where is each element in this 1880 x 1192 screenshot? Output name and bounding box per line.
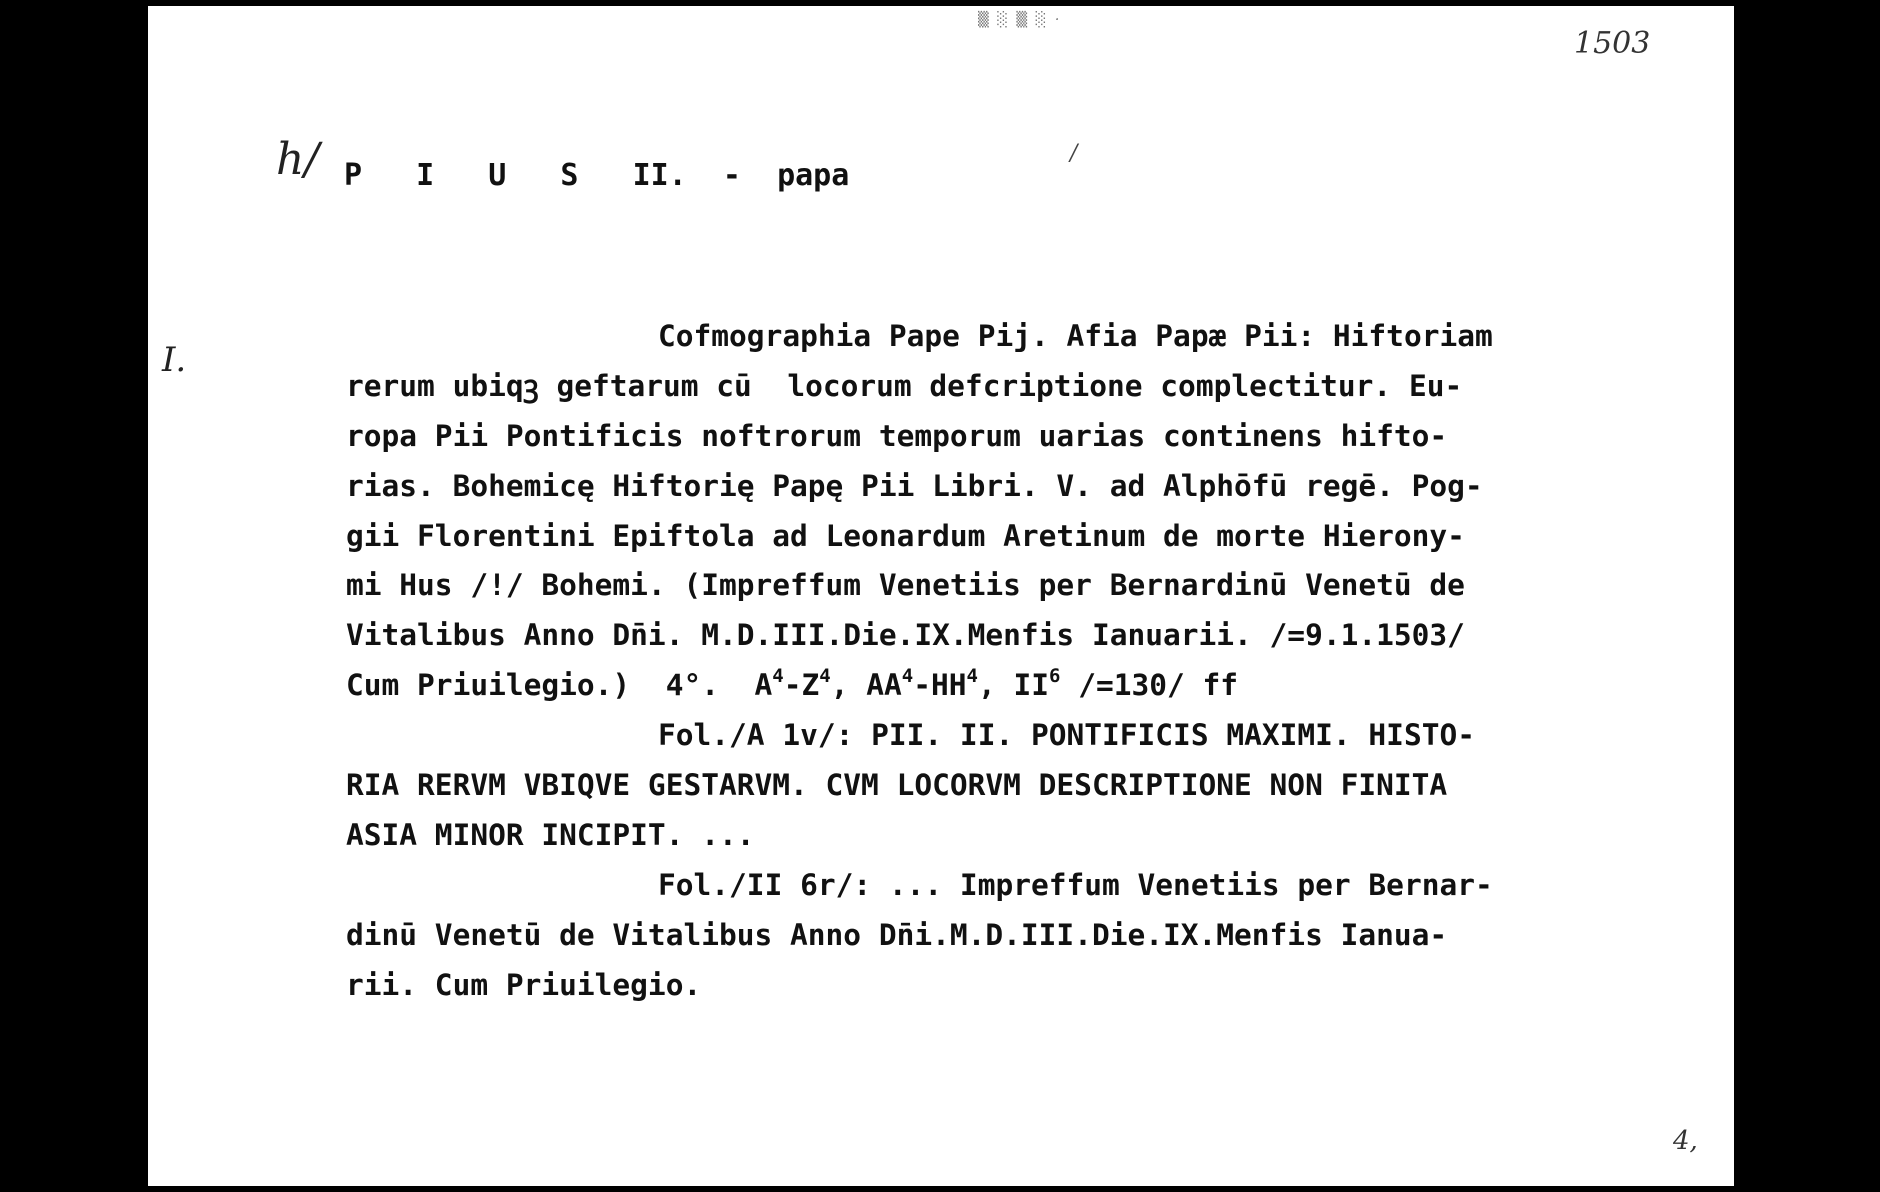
title-line: mi Hus /!/ Bohemi. (Impreffum Venetiis per Bernardinū Venetū de: [346, 568, 1465, 603]
bottom-mark: 4,: [1673, 1126, 1698, 1156]
folio-line: dinū Venetū de Vitalibus Anno Dn̄i.M.D.III.Die.IX.Menfis Ianua-: [346, 917, 1448, 952]
title-line: rerum ubiqꝫ geftarum cū locorum defcriptione complectitur. Eu-: [346, 368, 1463, 403]
heading-numeral: II.: [632, 158, 687, 193]
folio-line: rii. Cum Priuilegio.: [346, 967, 702, 1002]
card-body: [346, 312, 1686, 1010]
title-line: Cofmographia Pape Pij. Afia Papæ Pii: Hiftoriam: [658, 319, 1493, 353]
folio-line: RIA RERVM VBIQVE GESTARVM. CVM LOCORVM DESCRIPTIONE NON FINITA: [346, 768, 1448, 803]
title-line: gii Florentini Epiftola ad Leonardum Aretinum de morte Hierony-: [346, 518, 1465, 553]
folio-line: Fol./II 6r/: ... Impreffum Venetiis per Bernar-: [658, 867, 1493, 902]
title-line: rias. Bohemicę Hiftorię Papę Pii Libri. V. ad Alphōfū regē. Pog-: [346, 468, 1483, 503]
title-line: ropa Pii Pontificis noftrorum temporum uarias continens hifto-: [346, 418, 1448, 453]
margin-mark: I.: [162, 340, 187, 380]
handwritten-h-mark: h/: [276, 134, 320, 185]
heading: [344, 158, 849, 193]
heading-name: P I U S: [344, 158, 597, 193]
heading-dash: -: [722, 158, 741, 193]
collation-line: Cum Priuilegio.) 4°. $A^4-Z^4$, $AA^4-HH^4$, $II^6$ /=130/ ff: [346, 665, 1239, 703]
catalog-card: [148, 6, 1734, 1186]
card-number: 1503: [1574, 26, 1651, 61]
heading-role: papa: [777, 158, 850, 193]
folio-line: Fol./A 1v/: PII. II. PONTIFICIS MAXIMI. HISTO-: [658, 718, 1475, 753]
title-line: Vitalibus Anno Dn̄i. M.D.III.Die.IX.Menfis Ianuarii. /=9.1.1503/: [346, 618, 1465, 653]
stamp-smudge: ▒ ░ ▒ ░ ·: [978, 12, 1062, 28]
pencil-tick: /: [1070, 141, 1078, 166]
folio-line: ASIA MINOR INCIPIT. ...: [346, 817, 755, 852]
